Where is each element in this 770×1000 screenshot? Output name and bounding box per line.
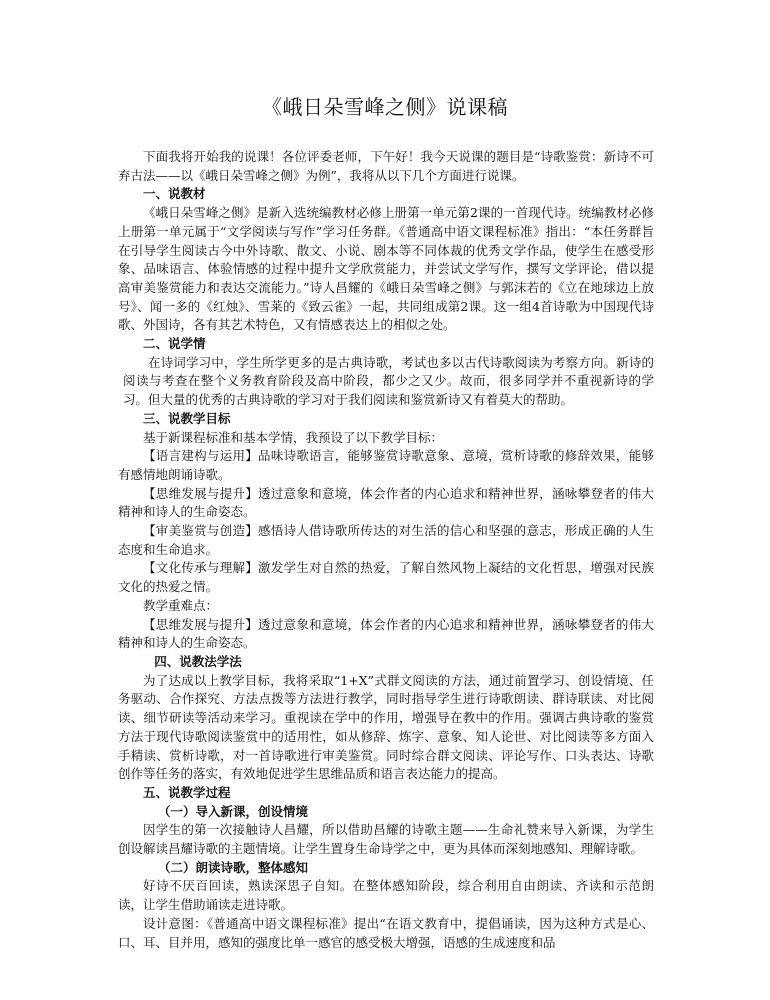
section-heading-teaching-material: 一、说教材 [143, 186, 206, 202]
document-title: 《峨日朵雪峰之侧》说课稿 [262, 95, 508, 119]
section-heading-student-analysis: 二、说学情 [143, 336, 206, 352]
paragraph: 【审美鉴赏与创造】感悟诗人借诗歌所传达的对生活的信心和坚强的意志，形成正确的人生态度和生命追求。 [118, 523, 654, 557]
intro-paragraph: 下面我将开始我的说课！各位评委老师，下午好！我今天说课的题目是“诗歌鉴赏：新诗不可弃古法——以《峨日朵雪峰之侧》为例”，我将从以下几个方面进行说课。 [118, 149, 654, 183]
paragraph: 《峨日朵雪峰之侧》是新入选统编教材必修上册第一单元第2课的一首现代诗。统编教材必修上册第一单元属于“文学阅读与写作”学习任务群。《普通高中语文课程标准》指出：“本任务群旨在引导学生阅读古今中外诗歌、散文、小说、剧本等不同体裁的优秀文学作品，使学生在感受形象、品味语言、体验情感的过程中提升文学欣赏能力，并尝试文学写作，撰写文学评论，借以提高审美鉴赏能力和表达交流能力。”诗人昌耀的《峨日朵雪峰之侧》与郭沫若的《立在地球边上放号》、闻一多的《红烛》、雪莱的《致云雀》一起，共同组成第2课。这一组4首诗歌为中国现代诗歌、外国诗，各有其艺术特色，又有情感表达上的相似之处。 [118, 205, 654, 333]
paragraph: 因学生的第一次接触诗人昌耀，所以借助昌耀的诗歌主题——生命礼赞来导入新课，为学生创设解读昌耀诗歌的主题情境。让学生置身生命诗学之中，更为具体而深刻地感知、理解诗歌。 [118, 822, 654, 857]
paragraph: 好诗不厌百回读，熟读深思子自知。在整体感知阶段，综合利用自由朗读、齐读和示范朗读，让学生借助诵读走进诗歌。 [118, 878, 654, 913]
paragraph: 【语言建构与运用】品味诗歌语言，能够鉴赏诗歌意象、意境，赏析诗歌的修辞效果，能够有感情地朗诵诗歌。 [118, 448, 654, 482]
paragraph: 教学重难点： [143, 597, 219, 613]
section-heading-teaching-process: 五、说教学过程 [143, 784, 231, 800]
section-heading-teaching-goals: 三、说教学目标 [143, 410, 231, 426]
paragraph: 为了达成以上教学目标，我将采取“1+X”式群文阅读的方法，通过前置学习、创设情境、任务驱动、合作探究、方法点拨等方法进行教学，同时指导学生进行诗歌朗读、群诗联读、对比阅读、细节研读等活动来学习。重视读在学中的作用，增强导在教中的作用。强调古典诗歌的鉴赏方法于现代诗歌阅读鉴赏中的适用性，如从修辞、炼字、意象、知人论世、对比阅读等多方面入手精读、赏析诗歌，对一首诗歌进行审美鉴赏。同时综合群文阅读、评论写作、口头表达、诗歌创作等任务的落实，有效地促进学生思维品质和语言表达能力的提高。 [118, 672, 654, 782]
subsection-heading-intro: （一）导入新课，创设情境 [158, 803, 309, 819]
paragraph: 在诗词学习中，学生所学更多的是古典诗歌，考试也多以古代诗歌阅读为考察方向。新诗的阅读与考查在整个义务教育阶段及高中阶段，都少之又少。故而，很多同学并不重视新诗的学习。但大量的优秀的古典诗歌的学习对于我们阅读和鉴赏新诗又有着莫大的帮助。 [123, 354, 654, 408]
paragraph: 【思维发展与提升】透过意象和意境，体会作者的内心追求和精神世界，涵咏攀登者的伟大精神和诗人的生命姿态。 [118, 616, 654, 651]
document-body [118, 148, 654, 952]
paragraph: 【思维发展与提升】透过意象和意境，体会作者的内心追求和精神世界，涵咏攀登者的伟大精神和诗人的生命姿态。 [118, 485, 654, 520]
paragraph: 基于新课程标准和基本学情，我预设了以下教学目标： [143, 429, 444, 445]
section-heading-teaching-methods: 四、说教法学法 [154, 653, 242, 669]
paragraph: 【文化传承与理解】激发学生对自然的热爱，了解自然风物上凝结的文化哲思，增强对民族文化的热爱之情。 [118, 560, 654, 595]
subsection-heading-reading: （二）朗读诗歌，整体感知 [158, 859, 309, 875]
paragraph: 设计意图：《普通高中语文课程标准》提出“在语文教育中，提倡诵读，因为这种方式是心、口、耳、目并用，感知的强度比单一感官的感受极大增强，语感的生成速度和品 [118, 915, 654, 950]
